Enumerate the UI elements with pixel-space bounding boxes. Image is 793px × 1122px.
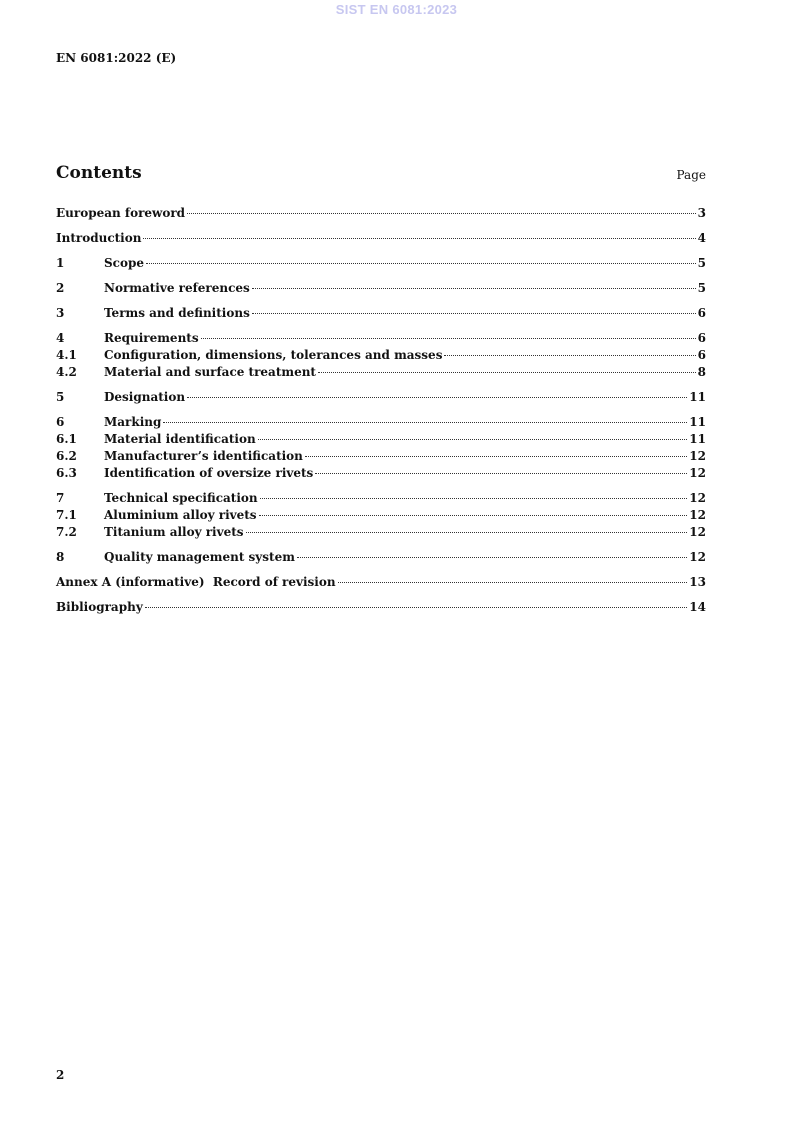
- contents-header: [56, 163, 706, 187]
- contents-title: Contents: [56, 163, 142, 183]
- toc-entry-number: 6.1: [56, 432, 77, 446]
- toc-entry-quality-management-system[interactable]: [56, 549, 706, 566]
- toc-entry-title: Material identification: [104, 432, 256, 446]
- toc-entry-page: 8: [697, 365, 706, 379]
- toc-entry-page: 13: [689, 575, 706, 589]
- toc-entry-titanium-alloy-rivets[interactable]: [56, 524, 706, 541]
- toc-entry-marking[interactable]: [56, 414, 706, 431]
- toc-entry-title: Quality management system: [104, 550, 295, 564]
- toc-entry-number: 6.2: [56, 449, 77, 463]
- toc-entry-title: Introduction: [56, 231, 142, 245]
- toc-entry-page: 6: [697, 331, 706, 345]
- toc-entry-number: 5: [56, 390, 65, 404]
- toc-leader-dots: [252, 313, 696, 314]
- toc-entry-page: 6: [697, 348, 706, 362]
- toc-entry-page: 12: [689, 508, 706, 522]
- toc-leader-dots: [258, 439, 688, 440]
- toc-entry-page: 4: [697, 231, 706, 245]
- toc-entry-title: Technical specification: [104, 491, 258, 505]
- toc-entry-page: 12: [689, 466, 706, 480]
- toc-entry-title: Aluminium alloy rivets: [104, 508, 257, 522]
- toc-leader-dots: [143, 238, 695, 239]
- toc-entry-page: 6: [697, 306, 706, 320]
- toc-leader-dots: [246, 532, 688, 533]
- toc-entry-page: 12: [689, 550, 706, 564]
- toc-entry-scope[interactable]: [56, 255, 706, 272]
- toc-entry-aluminium-alloy-rivets[interactable]: [56, 507, 706, 524]
- toc-entry-page: 12: [689, 491, 706, 505]
- toc-entry-title: Titanium alloy rivets: [104, 525, 244, 539]
- toc-entry-title: Material and surface treatment: [104, 365, 316, 379]
- toc-entry-material-and-surface[interactable]: [56, 364, 706, 381]
- toc-entry-technical-specification[interactable]: [56, 490, 706, 507]
- toc-entry-title: Identification of oversize rivets: [104, 466, 314, 480]
- watermark-text: SIST EN 6081:2023: [335, 2, 458, 17]
- toc-entry-number: 4.2: [56, 365, 77, 379]
- toc-entry-number: 6: [56, 415, 65, 429]
- toc-entry-number: 6.3: [56, 466, 77, 480]
- toc-entry-number: 8: [56, 550, 65, 564]
- toc-entry-material-identification[interactable]: [56, 431, 706, 448]
- toc-entry-page: 14: [689, 600, 706, 614]
- toc-entry-requirements[interactable]: [56, 330, 706, 347]
- toc-entry-manufacturers-identification[interactable]: [56, 448, 706, 465]
- toc-entry-terms-and-definitions[interactable]: [56, 305, 706, 322]
- toc-leader-dots: [305, 456, 687, 457]
- toc-entry-annex-a[interactable]: [56, 574, 706, 591]
- toc-entry-title: Designation: [104, 390, 186, 404]
- toc-leader-dots: [318, 372, 696, 373]
- toc-entry-european-foreword[interactable]: [56, 205, 706, 222]
- toc-entry-page: 5: [697, 256, 706, 270]
- toc-entry-oversize-rivets[interactable]: [56, 465, 706, 482]
- page-column-label: Page: [676, 168, 706, 182]
- toc-entry-page: 11: [689, 415, 706, 429]
- toc-entry-page: 5: [697, 281, 706, 295]
- toc-entry-normative-references[interactable]: [56, 280, 706, 297]
- toc-entry-title: Terms and definitions: [104, 306, 250, 320]
- toc-entry-number: 4: [56, 331, 65, 345]
- toc-leader-dots: [187, 397, 687, 398]
- toc-entry-number: 4.1: [56, 348, 77, 362]
- toc-entry-page: 12: [689, 525, 706, 539]
- toc-leader-dots: [444, 355, 695, 356]
- toc-leader-dots: [187, 213, 696, 214]
- document-id: EN 6081:2022 (E): [56, 51, 177, 65]
- toc-leader-dots: [145, 607, 688, 608]
- toc-entry-page: 11: [689, 390, 706, 404]
- toc-entry-title: Bibliography: [56, 600, 143, 614]
- toc-entry-designation[interactable]: [56, 389, 706, 406]
- table-of-contents: [56, 205, 706, 616]
- toc-leader-dots: [252, 288, 696, 289]
- toc-entry-configuration[interactable]: [56, 347, 706, 364]
- toc-leader-dots: [163, 422, 687, 423]
- toc-entry-number: 1: [56, 256, 65, 270]
- toc-entry-title: Configuration, dimensions, tolerances and masses: [104, 348, 443, 362]
- toc-entry-page: 11: [689, 432, 706, 446]
- toc-entry-title: Marking: [104, 415, 162, 429]
- page-number: 2: [56, 1068, 65, 1082]
- toc-entry-title: Annex A (informative) Record of revision: [56, 575, 336, 589]
- toc-entry-title: Scope: [104, 256, 145, 270]
- toc-entry-number: 7.2: [56, 525, 77, 539]
- toc-entry-title: Requirements: [104, 331, 199, 345]
- toc-entry-title: Manufacturer’s identification: [104, 449, 303, 463]
- toc-leader-dots: [260, 498, 688, 499]
- toc-entry-bibliography[interactable]: [56, 599, 706, 616]
- toc-leader-dots: [297, 557, 687, 558]
- toc-leader-dots: [315, 473, 687, 474]
- toc-entry-title: Normative references: [104, 281, 250, 295]
- toc-leader-dots: [259, 515, 688, 516]
- toc-leader-dots: [201, 338, 696, 339]
- toc-leader-dots: [338, 582, 688, 583]
- toc-entry-number: 2: [56, 281, 65, 295]
- toc-entry-number: 7.1: [56, 508, 77, 522]
- toc-entry-number: 7: [56, 491, 65, 505]
- toc-entry-page: 12: [689, 449, 706, 463]
- toc-entry-title: European foreword: [56, 206, 186, 220]
- toc-entry-number: 3: [56, 306, 65, 320]
- toc-entry-introduction[interactable]: [56, 230, 706, 247]
- toc-entry-page: 3: [697, 206, 706, 220]
- toc-leader-dots: [146, 263, 696, 264]
